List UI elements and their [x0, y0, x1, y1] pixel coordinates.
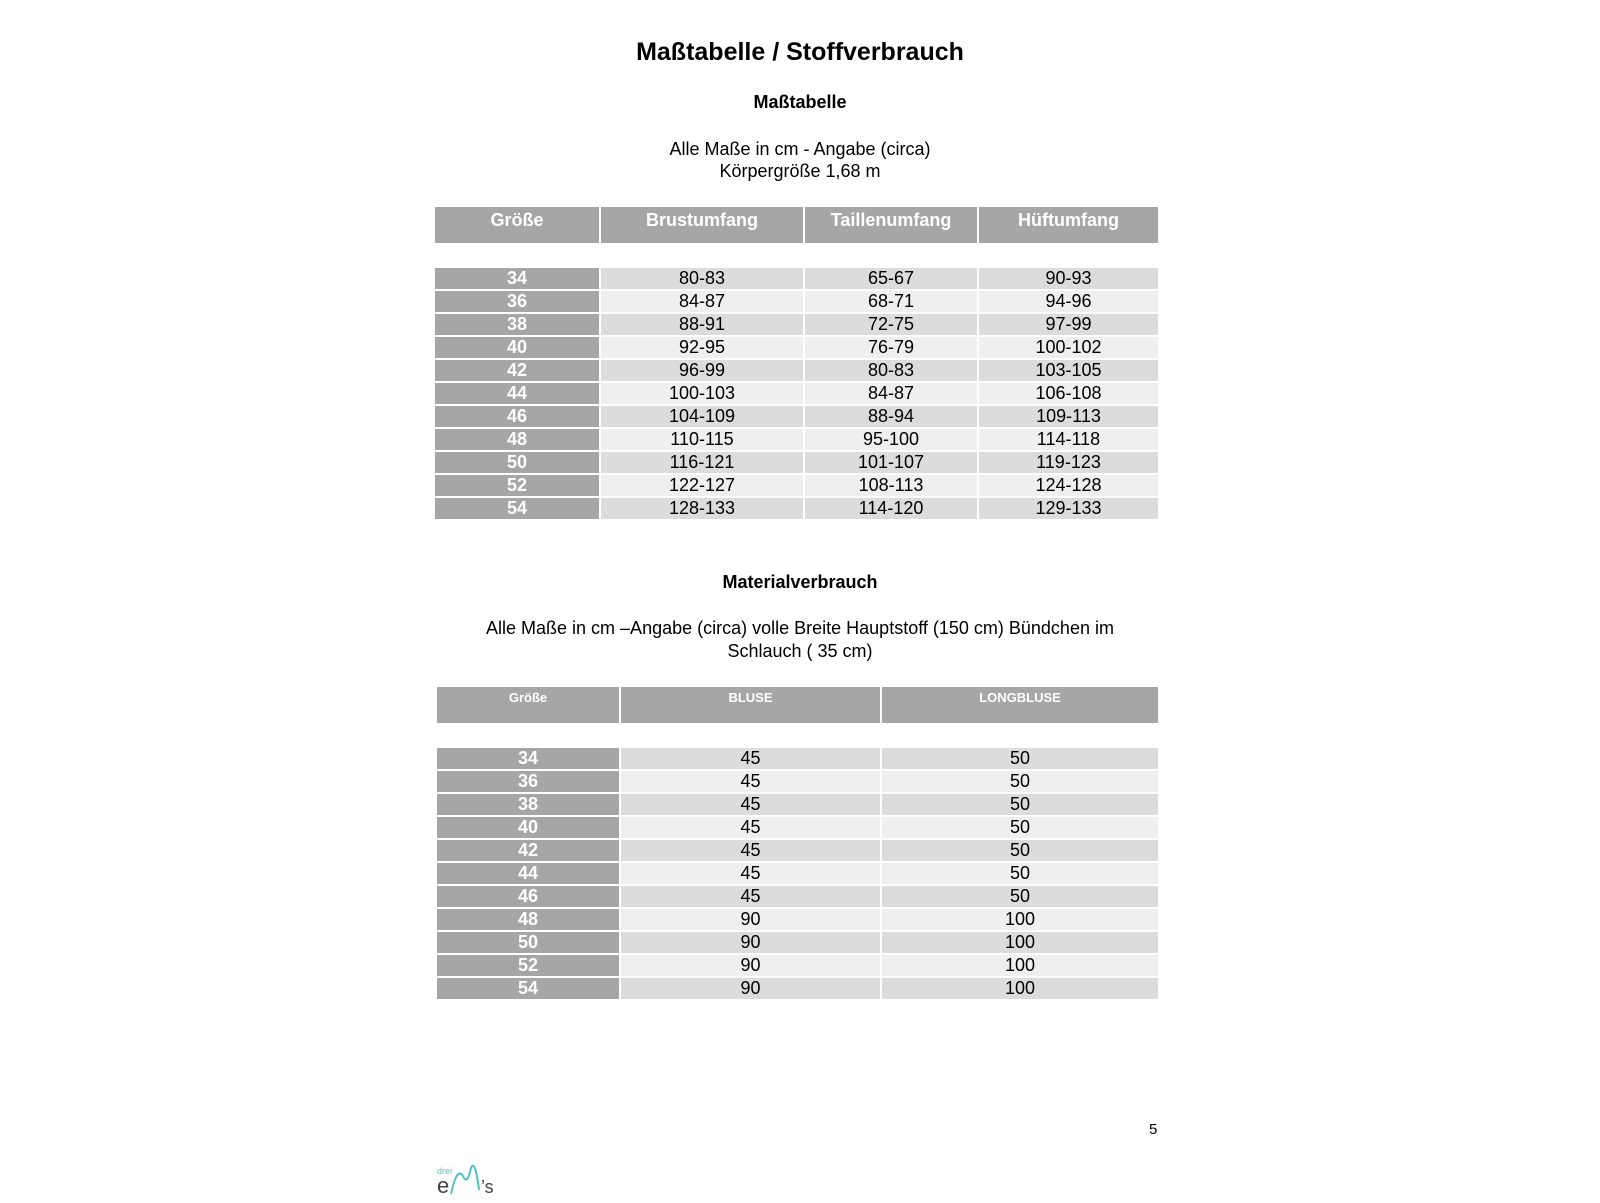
table-row: [437, 748, 1158, 769]
value-cell: 45: [621, 886, 880, 907]
value-cell: 80-83: [805, 360, 977, 381]
value-cell: 50: [882, 840, 1158, 861]
value-cell: 95-100: [805, 429, 977, 450]
value-cell: 114-120: [805, 498, 977, 519]
value-cell: 80-83: [601, 268, 803, 289]
table-row: [435, 475, 1158, 496]
size-cell: 44: [437, 863, 619, 884]
value-cell: 96-99: [601, 360, 803, 381]
table-row: [435, 429, 1158, 450]
measurements-note-line1: Alle Maße in cm - Angabe (circa): [669, 139, 931, 159]
size-cell: 38: [435, 314, 599, 335]
size-cell: 40: [435, 337, 599, 358]
value-cell: 68-71: [805, 291, 977, 312]
size-cell: 50: [435, 452, 599, 473]
value-cell: 90: [621, 978, 880, 999]
value-cell: 45: [621, 771, 880, 792]
value-cell: 122-127: [601, 475, 803, 496]
table-row: [437, 886, 1158, 907]
table-header-row: [437, 687, 1158, 723]
table-row: [435, 383, 1158, 404]
table-row: [435, 498, 1158, 519]
value-cell: 100: [882, 955, 1158, 976]
brand-logo: [435, 1160, 505, 1198]
value-cell: 116-121: [601, 452, 803, 473]
value-cell: 100: [882, 978, 1158, 999]
value-cell: 92-95: [601, 337, 803, 358]
value-cell: 110-115: [601, 429, 803, 450]
column-header-size: Größe: [435, 207, 599, 243]
material-note: Alle Maße in cm –Angabe (circa) volle Breite Hauptstoff (150 cm) Bündchen im Schlauch ( 35 cm): [486, 618, 1114, 661]
value-cell: 129-133: [979, 498, 1158, 519]
value-cell: 114-118: [979, 429, 1158, 450]
value-cell: 103-105: [979, 360, 1158, 381]
value-cell: 50: [882, 748, 1158, 769]
value-cell: 45: [621, 794, 880, 815]
value-cell: 50: [882, 794, 1158, 815]
table-row: [437, 771, 1158, 792]
value-cell: 50: [882, 817, 1158, 838]
value-cell: 50: [882, 771, 1158, 792]
value-cell: 45: [621, 840, 880, 861]
size-cell: 34: [435, 268, 599, 289]
table-row: [435, 268, 1158, 289]
value-cell: 97-99: [979, 314, 1158, 335]
size-cell: 50: [437, 932, 619, 953]
table-header-row: [435, 207, 1158, 243]
value-cell: 90: [621, 955, 880, 976]
size-cell: 34: [437, 748, 619, 769]
value-cell: 50: [882, 886, 1158, 907]
table-row: [435, 337, 1158, 358]
value-cell: 104-109: [601, 406, 803, 427]
measurements-note-line2: Körpergröße 1,68 m: [719, 161, 881, 181]
value-cell: 45: [621, 817, 880, 838]
size-cell: 44: [435, 383, 599, 404]
value-cell: 65-67: [805, 268, 977, 289]
column-header-waist: Taillenumfang: [805, 207, 977, 243]
table-row: [437, 863, 1158, 884]
table-row: [435, 406, 1158, 427]
table-row: [437, 840, 1158, 861]
table-row: [435, 291, 1158, 312]
value-cell: 108-113: [805, 475, 977, 496]
value-cell: 45: [621, 863, 880, 884]
value-cell: 76-79: [805, 337, 977, 358]
size-cell: 42: [435, 360, 599, 381]
column-header-bluse: BLUSE: [621, 687, 880, 723]
value-cell: 109-113: [979, 406, 1158, 427]
svg-text:’s: ’s: [481, 1177, 494, 1197]
size-cell: 46: [435, 406, 599, 427]
value-cell: 45: [621, 748, 880, 769]
value-cell: 100: [882, 932, 1158, 953]
value-cell: 100-103: [601, 383, 803, 404]
table-row: [437, 932, 1158, 953]
material-table: [435, 685, 1160, 1001]
size-cell: 46: [437, 886, 619, 907]
size-cell: 42: [437, 840, 619, 861]
page-number: 5: [1149, 1121, 1158, 1138]
size-cell: 38: [437, 794, 619, 815]
size-cell: 54: [435, 498, 599, 519]
column-header-longbluse: LONGBLUSE: [882, 687, 1158, 723]
value-cell: 88-94: [805, 406, 977, 427]
value-cell: 100-102: [979, 337, 1158, 358]
value-cell: 84-87: [805, 383, 977, 404]
size-cell: 52: [437, 955, 619, 976]
value-cell: 94-96: [979, 291, 1158, 312]
table-row: [435, 314, 1158, 335]
value-cell: 88-91: [601, 314, 803, 335]
value-cell: 128-133: [601, 498, 803, 519]
size-cell: 48: [437, 909, 619, 930]
size-cell: 54: [437, 978, 619, 999]
value-cell: 90: [621, 909, 880, 930]
value-cell: 100: [882, 909, 1158, 930]
size-cell: 48: [435, 429, 599, 450]
table-row: [437, 978, 1158, 999]
column-header-hip: Hüftumfang: [979, 207, 1158, 243]
size-cell: 40: [437, 817, 619, 838]
value-cell: 50: [882, 863, 1158, 884]
material-table-body: [437, 725, 1158, 999]
size-cell: 36: [437, 771, 619, 792]
value-cell: 119-123: [979, 452, 1158, 473]
value-cell: 84-87: [601, 291, 803, 312]
table-row: [435, 452, 1158, 473]
value-cell: 72-75: [805, 314, 977, 335]
svg-text:drei: drei: [437, 1166, 453, 1176]
size-cell: 52: [435, 475, 599, 496]
table-row: [435, 360, 1158, 381]
value-cell: 124-128: [979, 475, 1158, 496]
value-cell: 106-108: [979, 383, 1158, 404]
table-row: [437, 909, 1158, 930]
column-header-bust: Brustumfang: [601, 207, 803, 243]
value-cell: 101-107: [805, 452, 977, 473]
svg-text:e: e: [437, 1173, 450, 1198]
page-title: Maßtabelle / Stoffverbrauch: [636, 38, 964, 66]
value-cell: 90-93: [979, 268, 1158, 289]
table-row: [437, 794, 1158, 815]
measurements-table-body: [435, 245, 1158, 519]
measurements-heading: Maßtabelle: [753, 92, 847, 112]
table-row: [437, 955, 1158, 976]
size-cell: 36: [435, 291, 599, 312]
value-cell: 90: [621, 932, 880, 953]
material-heading: Materialverbrauch: [722, 572, 878, 592]
column-header-size: Größe: [437, 687, 619, 723]
measurements-table: [433, 205, 1160, 521]
table-row: [437, 817, 1158, 838]
logo-icon: [435, 1160, 505, 1198]
